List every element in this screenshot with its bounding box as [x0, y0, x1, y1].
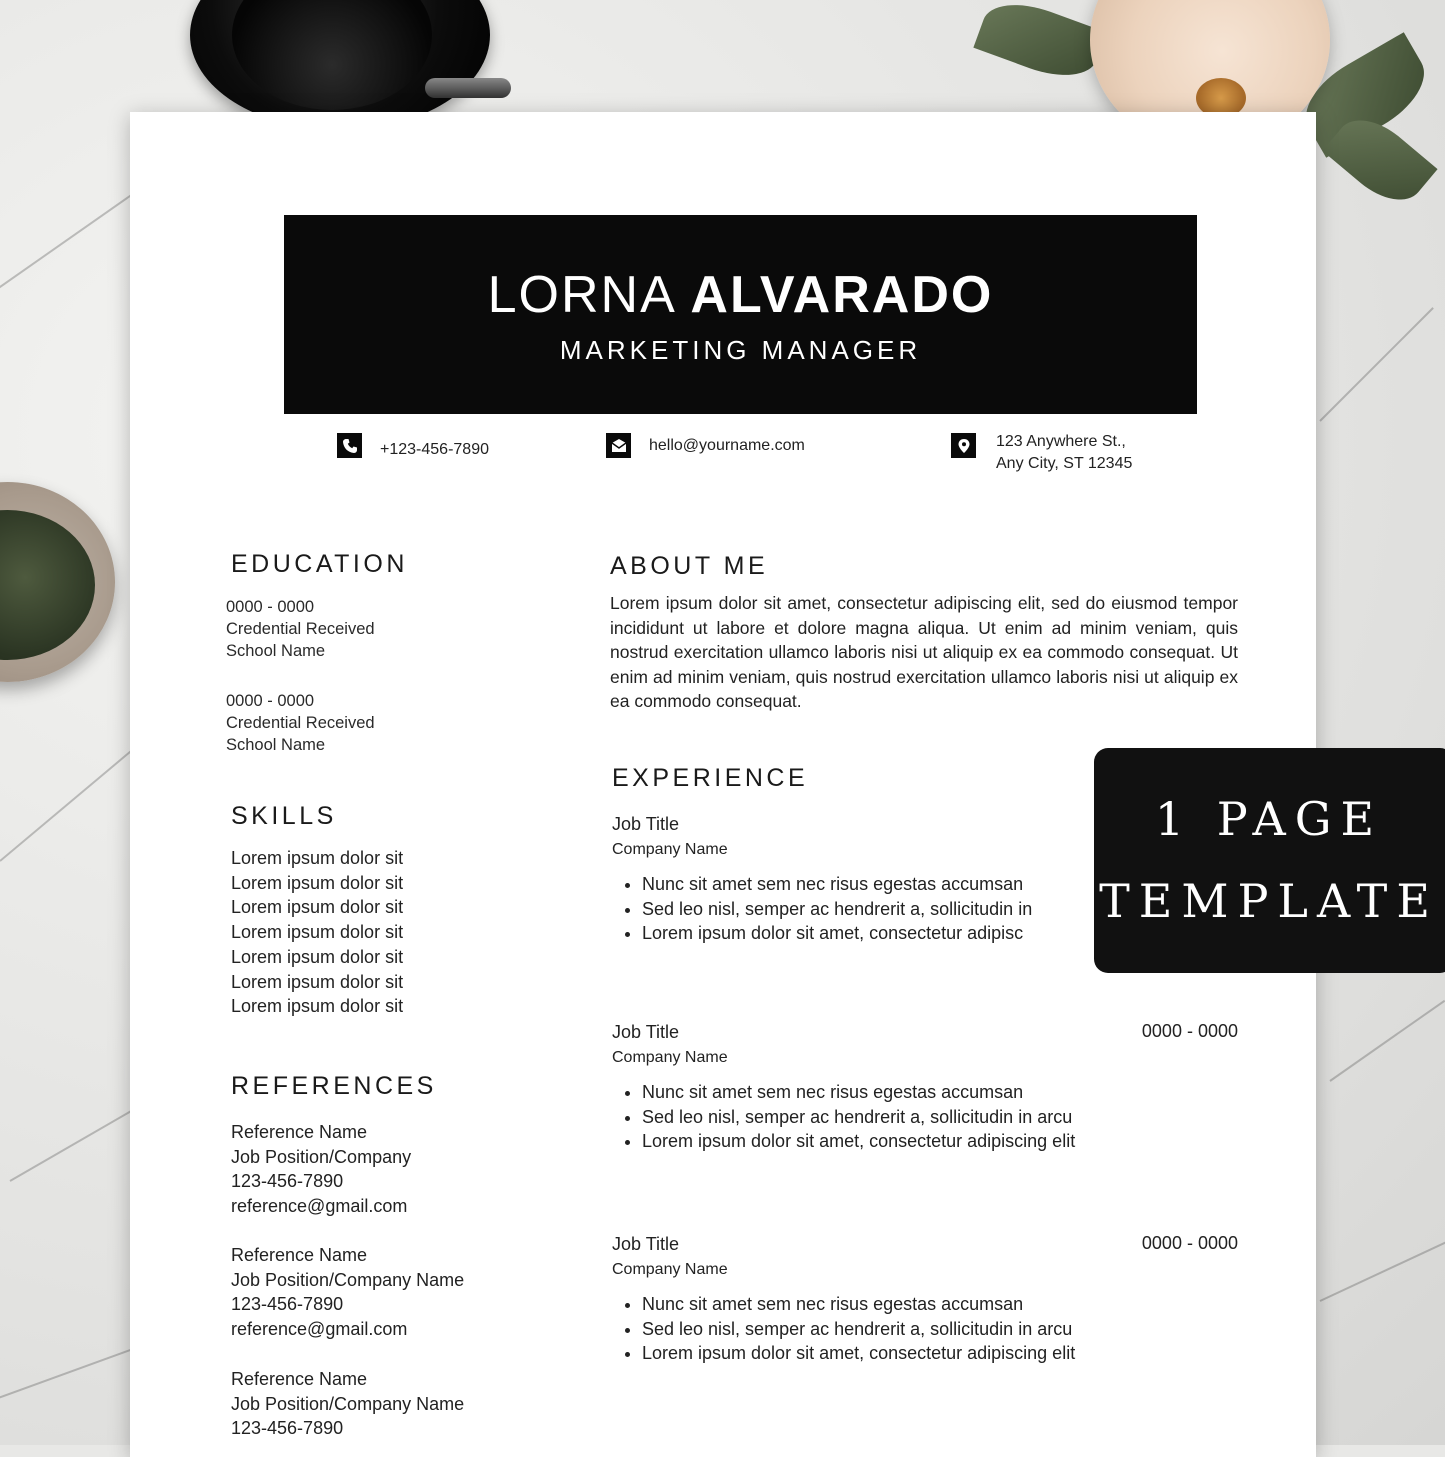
- education-school: School Name: [226, 736, 326, 754]
- reference-name: Reference Name: [231, 1369, 368, 1389]
- skill-item: Lorem ipsum dolor sit: [231, 848, 404, 868]
- contact-address: [951, 433, 1132, 475]
- resume-header: [284, 215, 1197, 414]
- badge-line-2: TEMPLATE: [1099, 874, 1439, 928]
- references-heading: REFERENCES: [231, 1072, 437, 1100]
- reference-item: [231, 1120, 411, 1218]
- job-bullet: • Lorem ipsum dolor sit amet, consectetur adipiscing elit: [642, 1129, 1238, 1154]
- full-name: [284, 265, 1197, 325]
- skill-item: Lorem ipsum dolor sit: [231, 897, 404, 918]
- reference-name: Reference Name: [231, 1122, 368, 1142]
- address-line-1: 123 Anywhere St.,: [996, 433, 1126, 450]
- job-role: MARKETING MANAGER: [559, 335, 922, 365]
- job-bullet: • Lorem ipsum dolor sit amet, consectetur adipisc: [642, 921, 1238, 946]
- last-name: ALVARADO: [690, 266, 994, 324]
- reference-email: reference@gmail.com: [231, 1195, 408, 1216]
- location-pin-icon: [951, 433, 976, 458]
- reference-phone: 123-456-7890: [231, 1171, 344, 1191]
- education-years: 0000 - 0000: [226, 692, 315, 710]
- job-bullet: • Sed leo nisl, semper ac hendrerit a, sollicitudin in arcu: [642, 1317, 1238, 1342]
- phone-icon: [337, 433, 362, 458]
- reference-item: [231, 1367, 464, 1441]
- contact-phone: [337, 433, 489, 461]
- skill-item: Lorem ipsum dolor sit: [231, 946, 404, 967]
- job-bullet: • Nunc sit amet sem nec risus egestas accumsan: [642, 1080, 1238, 1105]
- job-company: Company Name: [612, 1261, 728, 1278]
- reference-position: Job Position/Company Name: [231, 1393, 465, 1414]
- first-name: LORNA: [487, 266, 674, 324]
- education-years: 0000 - 0000: [226, 598, 315, 616]
- skill-item: Lorem ipsum dolor sit: [231, 996, 404, 1017]
- page-count-badge: [1094, 748, 1445, 973]
- education-item: [226, 690, 375, 756]
- education-credential: Credential Received: [226, 620, 375, 638]
- reference-email: reference@gmail.com: [231, 1318, 408, 1339]
- education-heading: EDUCATION: [231, 550, 408, 578]
- cup-handle: [425, 78, 511, 98]
- education-item: [226, 596, 375, 662]
- reference-position: Job Position/Company: [231, 1146, 412, 1167]
- skills-heading: SKILLS: [231, 802, 337, 830]
- reference-item: [231, 1243, 464, 1341]
- badge-line-1: 1 PAGE: [1154, 792, 1384, 846]
- job-company: Company Name: [612, 1049, 728, 1066]
- job-dates: 0000 - 0000: [1141, 1021, 1238, 1041]
- skill-item: Lorem ipsum dolor sit: [231, 971, 404, 992]
- contact-email: [606, 433, 805, 458]
- skill-item: Lorem ipsum dolor sit: [231, 922, 404, 943]
- job-dates: 0000 - 0000: [1141, 1233, 1238, 1253]
- job-bullet: • Sed leo nisl, semper ac hendrerit a, sollicitudin in arcu: [642, 1105, 1238, 1130]
- about-text: Lorem ipsum dolor sit amet, consectetur adipiscing elit, sed do eiusmod tempor incididunt ut labore et dolore magna aliqua. Ut enim ad minim veniam, quis nostrud exercitation ullamco laboris nisi ut aliquip ex ea commodo consequat. Ut enim ad minim veniam, quis nostrud exercitation ullamco laboris nisi ut aliquip ex ea commodo consequat.: [610, 593, 1238, 712]
- education-school: School Name: [226, 642, 326, 660]
- job-title: Job Title: [612, 814, 680, 834]
- job-title: Job Title: [612, 1234, 680, 1254]
- job-bullets: [612, 1292, 1238, 1366]
- reference-phone: 123-456-7890: [231, 1294, 344, 1314]
- skill-item: Lorem ipsum dolor sit: [231, 872, 404, 893]
- reference-name: Reference Name: [231, 1245, 368, 1265]
- mail-icon: [606, 433, 631, 458]
- experience-item: [612, 1021, 1238, 1154]
- about-heading: ABOUT ME: [610, 552, 769, 580]
- job-bullets: [612, 1080, 1238, 1154]
- reference-position: Job Position/Company Name: [231, 1269, 465, 1290]
- job-bullet: • Lorem ipsum dolor sit amet, consectetur adipiscing elit: [642, 1341, 1238, 1366]
- skills-list: [231, 846, 403, 1019]
- reference-phone: 123-456-7890: [231, 1418, 344, 1438]
- job-title: Job Title: [612, 1022, 680, 1042]
- job-company: Company Name: [612, 841, 728, 858]
- job-bullet: • Nunc sit amet sem nec risus egestas accumsan: [642, 872, 1238, 897]
- experience-item: [612, 1233, 1238, 1366]
- phone-text: +123-456-7890: [380, 441, 489, 458]
- experience-heading: EXPERIENCE: [612, 764, 809, 792]
- address-line-2: Any City, ST 12345: [996, 455, 1133, 472]
- email-text: hello@yourname.com: [649, 437, 805, 454]
- education-credential: Credential Received: [226, 714, 375, 732]
- job-bullet: • Sed leo nisl, semper ac hendrerit a, sollicitudin in: [642, 897, 1238, 922]
- job-bullet: • Nunc sit amet sem nec risus egestas accumsan: [642, 1292, 1238, 1317]
